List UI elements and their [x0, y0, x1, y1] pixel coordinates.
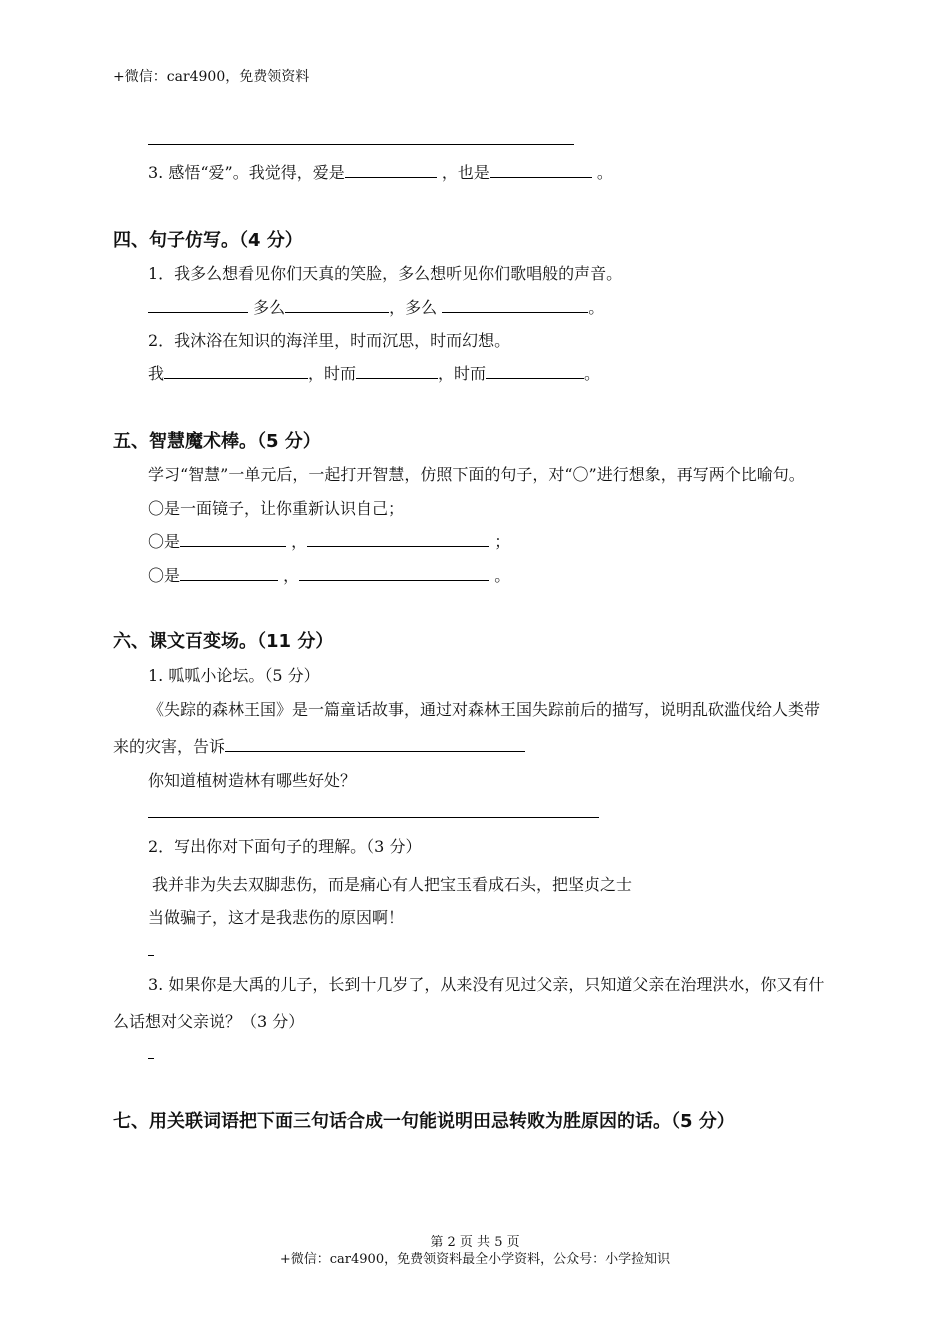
- fill-word: ，时而: [308, 364, 357, 383]
- question-text: 。: [596, 163, 613, 182]
- question-text: ，也是: [441, 163, 490, 182]
- answer-blank[interactable]: [180, 530, 286, 547]
- section-4-title: 四、句子仿写。（4 分）: [113, 230, 303, 251]
- answer-blank[interactable]: [345, 161, 437, 178]
- fill-word: 。: [584, 364, 601, 383]
- answer-blank[interactable]: [356, 362, 438, 379]
- answer-line: [148, 1058, 154, 1059]
- question-text: 来的灾害，告诉: [113, 737, 226, 756]
- section-7-title: 七、用关联词语把下面三句话合成一句能说明田忌转败为胜原因的话。（5 分）: [113, 1111, 735, 1132]
- page-header: +微信：car4900，免费领资料: [113, 69, 310, 85]
- answer-blank[interactable]: [148, 296, 248, 313]
- answer-row-5-2: [148, 563, 510, 586]
- question-6-1: 1. 呱呱小论坛。（5 分）: [148, 666, 320, 685]
- answer-blank[interactable]: [307, 530, 489, 547]
- fill-word: 我: [148, 364, 165, 383]
- answer-line: [148, 955, 154, 956]
- answer-blank[interactable]: [225, 735, 525, 752]
- answer-row-4-1: [148, 295, 604, 318]
- section-6-title: 六、课文百变场。（11 分）: [113, 631, 334, 652]
- fill-word: 。: [494, 566, 511, 585]
- fill-word: ，: [291, 532, 308, 551]
- answer-row-5-1: [148, 529, 510, 552]
- question-6-3-cont: 么话想对父亲说？（3 分）: [113, 1012, 305, 1031]
- answer-blank[interactable]: [180, 564, 278, 581]
- question-6-1-text: 《失踪的森林王国》是一篇童话故事，通过对森林王国失踪前后的描写，说明乱砍滥伐给人类带: [148, 700, 821, 719]
- fill-word: ，多么: [389, 298, 438, 317]
- answer-blank[interactable]: [442, 296, 588, 313]
- section-5-example: 〇是一面镜子，让你重新认识自己；: [148, 499, 405, 518]
- fill-word: ；: [494, 532, 511, 551]
- fill-word: ，时而: [438, 364, 487, 383]
- answer-blank[interactable]: [486, 362, 584, 379]
- answer-blank[interactable]: [490, 161, 592, 178]
- fill-word: ，: [283, 566, 300, 585]
- question-3-3: [148, 160, 613, 183]
- answer-row-4-2: [148, 361, 600, 384]
- question-6-1-text-cont: [113, 734, 525, 757]
- section-5-title: 五、智慧魔术棒。（5 分）: [113, 431, 321, 452]
- page-number: 第 2 页 共 5 页: [430, 1235, 520, 1250]
- answer-line: [148, 144, 574, 145]
- page-footer: +微信：car4900，免费领资料最全小学资料，公众号：小学捡知识: [279, 1252, 671, 1267]
- fill-word: 多么: [253, 298, 286, 317]
- answer-blank[interactable]: [299, 564, 489, 581]
- question-6-2-text-cont: 当做骗子，这才是我悲伤的原因啊！: [148, 908, 405, 927]
- answer-blank[interactable]: [164, 362, 308, 379]
- question-6-3: 3. 如果你是大禹的儿子，长到十几岁了，从来没有见过父亲，只知道父亲在治理洪水，你又有什: [148, 975, 825, 994]
- fill-word: 。: [588, 298, 605, 317]
- question-4-2: 2．我沐浴在知识的海洋里，时而沉思，时而幻想。: [148, 331, 511, 350]
- fill-word: 〇是: [148, 532, 181, 551]
- section-5-intro: 学习“智慧”一单元后，一起打开智慧，仿照下面的句子，对“〇”进行想象，再写两个比喻句。: [148, 465, 805, 484]
- fill-word: 〇是: [148, 566, 181, 585]
- answer-line: [148, 817, 599, 818]
- question-6-1-question: 你知道植树造林有哪些好处？: [148, 771, 357, 790]
- question-6-2-text: 我并非为失去双脚悲伤，而是痛心有人把宝玉看成石头，把坚贞之士: [152, 875, 633, 894]
- question-text: 3. 感悟“爱”。我觉得，爱是: [148, 163, 345, 182]
- question-6-2: 2．写出你对下面句子的理解。（3 分）: [148, 837, 422, 856]
- question-4-1: 1．我多么想看见你们天真的笑脸，多么想听见你们歌唱般的声音。: [148, 264, 623, 283]
- answer-blank[interactable]: [285, 296, 389, 313]
